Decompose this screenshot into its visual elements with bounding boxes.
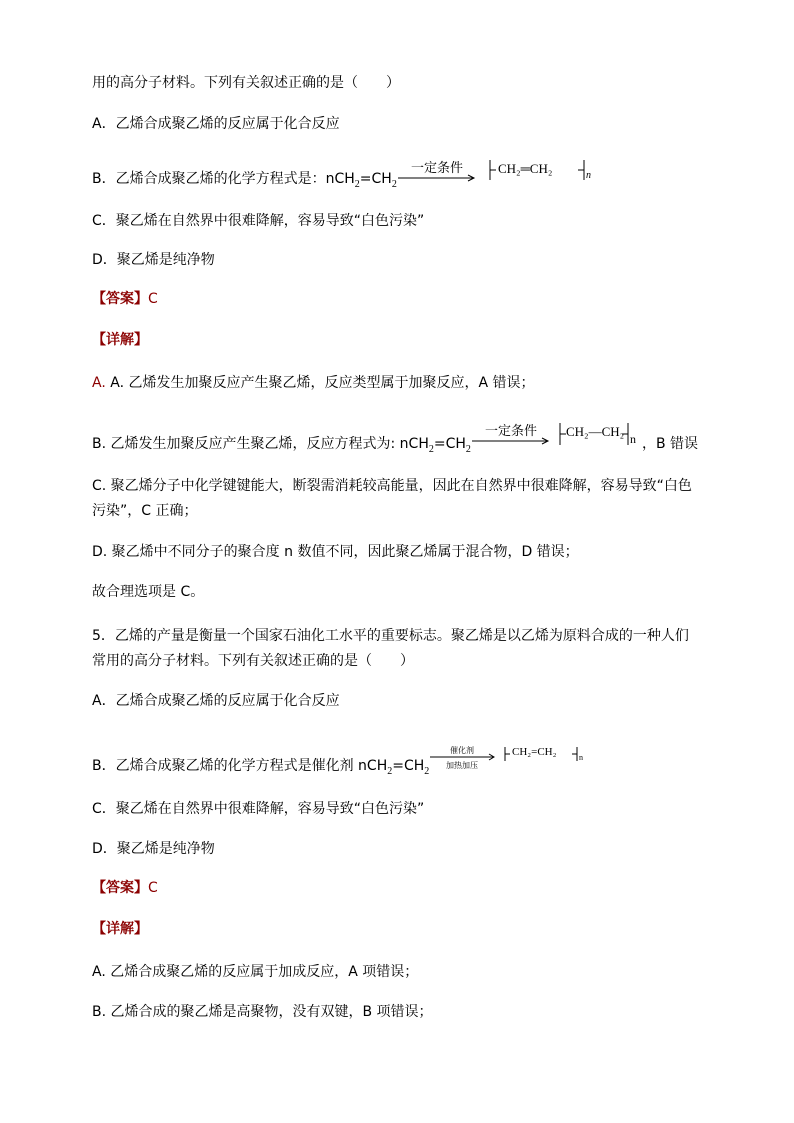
q5-stem: 5．乙烯的产量是衡量一个国家石油化工水平的重要标志。聚乙烯是以乙烯为原料合成的一种人们常用的高分子材料。下列有关叙述正确的是（ ） <box>92 628 689 669</box>
q5-answer: 【答案】C <box>92 880 158 896</box>
q5-catalyst-label: 催化剂 <box>450 746 474 755</box>
q4-option-d: D．聚乙烯是纯净物 <box>92 252 215 268</box>
q5-polyethylene-formula: CH₂=CH₂ n <box>502 744 588 766</box>
q5-option-d: D．聚乙烯是纯净物 <box>92 841 215 857</box>
q4-explanation-b: B. 乙烯发生加聚反应产生聚乙烯，反应方程式为: $nCH_2=CH_2$ <box>92 436 471 455</box>
q5-explanation-b: B. 乙烯合成的聚乙烯是高聚物，没有双键，B 项错误； <box>92 1004 433 1020</box>
q4-option-b: B．乙烯合成聚乙烯的化学方程式是：$nCH_2=CH_2$ <box>92 171 397 190</box>
q4-answer: 【答案】C <box>92 291 158 307</box>
q5-option-c: C．聚乙烯在自然界中很难降解，容易导致“白色污染” <box>92 801 425 817</box>
q4-explanation-formula: CH₂—CH₂ n <box>556 419 642 449</box>
q5-option-b: B．乙烯合成聚乙烯的化学方程式是催化剂 $nCH_2=CH_2$ <box>92 758 430 777</box>
q4-explanation-a: A. A. 乙烯发生加聚反应产生聚乙烯，反应类型属于加聚反应，A 错误； <box>92 375 535 391</box>
q5-condition-label: 加热加压 <box>446 761 478 770</box>
q4-option-a: A．乙烯合成聚乙烯的反应属于化合反应 <box>92 116 340 132</box>
q4-reaction-arrow <box>396 158 478 184</box>
q4-explanation-d: D. 聚乙烯中不同分子的聚合度 n 数值不同，因此聚乙烯属于混合物，D 错误； <box>92 544 579 560</box>
q4-explanation-b-end: ，B 错误 <box>642 436 699 452</box>
q4-stem-tail: 用的高分子材料。下列有关叙述正确的是（ ） <box>92 75 400 91</box>
q5-detail-label: 【详解】 <box>92 921 148 937</box>
q4-explanation-arrow <box>470 421 552 447</box>
q4-detail-label: 【详解】 <box>92 332 148 348</box>
q4-conclusion: 故合理选项是 C。 <box>92 584 205 600</box>
q4-explanation-condition: 一定条件 <box>484 423 538 438</box>
q5-explanation-a: A. 乙烯合成聚乙烯的反应属于加成反应，A 项错误； <box>92 964 419 980</box>
q4-polyethylene-formula: CH₂═CH₂ n <box>486 156 596 184</box>
q5-reaction-arrow <box>428 743 500 773</box>
q5-option-a: A．乙烯合成聚乙烯的反应属于化合反应 <box>92 693 340 709</box>
q4-option-c: C．聚乙烯在自然界中很难降解，容易导致“白色污染” <box>92 213 425 229</box>
q4-condition-label: 一定条件 <box>410 160 464 175</box>
q4-explanation-c: C. 聚乙烯分子中化学键键能大，断裂需消耗较高能量，因此在自然界中很难降解，容易导致“白色污染”，C 正确； <box>92 478 692 519</box>
